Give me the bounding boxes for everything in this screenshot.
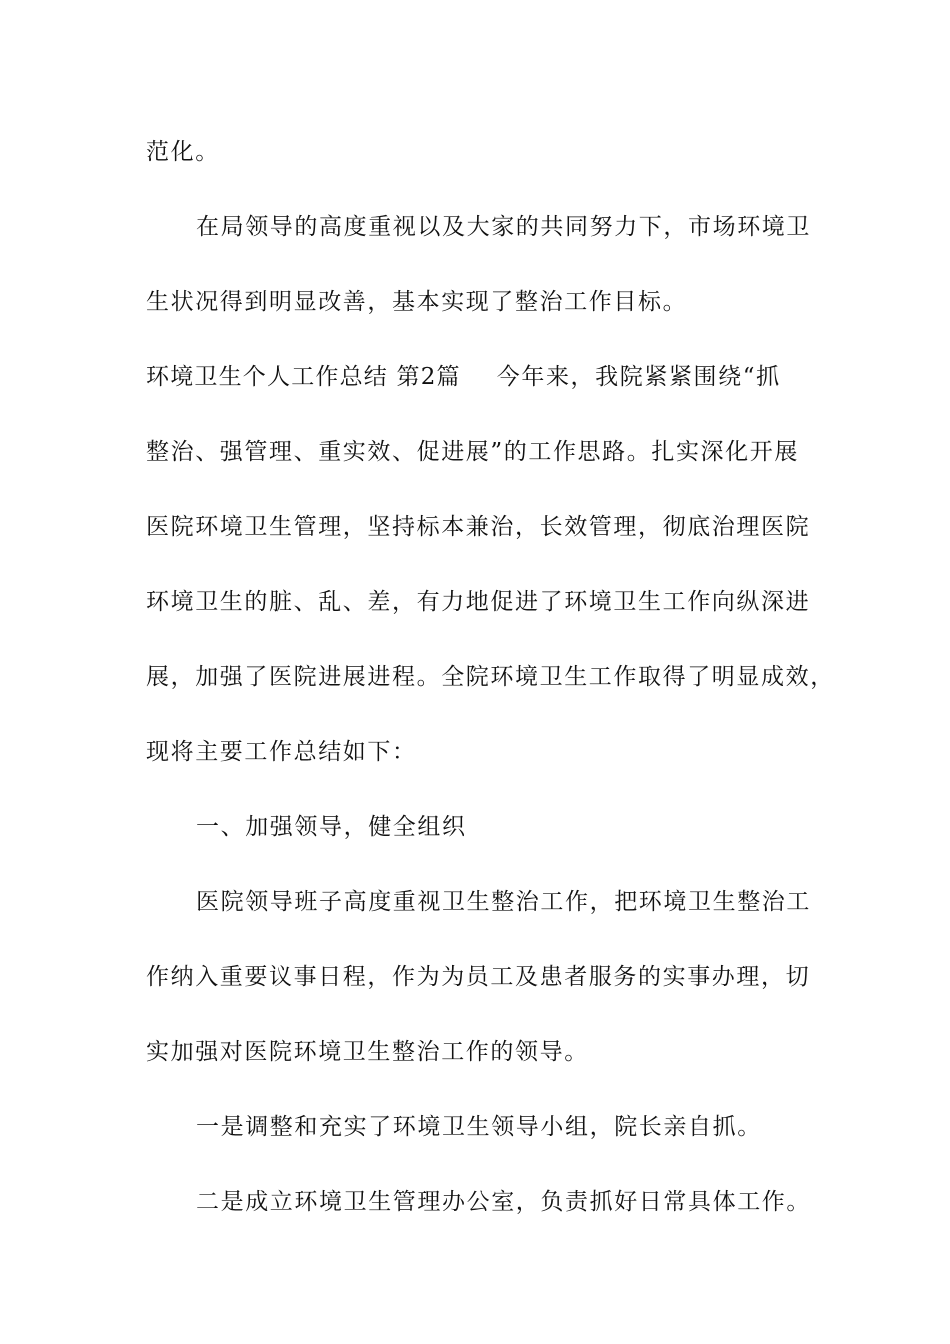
text-line: 二是成立环境卫生管理办公室，负责抓好日常具体工作。	[196, 1189, 811, 1215]
text-line: 医院环境卫生管理，坚持标本兼治，长效管理，彻底治理医院	[146, 514, 811, 540]
text-line: 生状况得到明显改善，基本实现了整治工作目标。	[146, 289, 688, 315]
text-line: 医院领导班子高度重视卫生整治工作，把环境卫生整治工	[196, 889, 811, 915]
section-heading: 环境卫生个人工作总结 第2篇	[146, 364, 461, 390]
subheading: 一、加强领导，健全组织	[196, 814, 467, 840]
text-line: 整治、强管理、重实效、促进展”的工作思路。扎实深化开展	[146, 439, 799, 465]
text-line: 环境卫生的脏、乱、差，有力地促进了环境卫生工作向纵深进	[146, 589, 811, 615]
text-line: 在局领导的高度重视以及大家的共同努力下，市场环境卫	[196, 214, 811, 240]
text-line: 范化。	[146, 139, 220, 165]
text-line: 现将主要工作总结如下：	[146, 739, 417, 765]
text-line: 展，加强了医院进展进程。全院环境卫生工作取得了明显成效，	[146, 664, 835, 690]
text-line: 实加强对医院环境卫生整治工作的领导。	[146, 1039, 589, 1065]
text-line: 作纳入重要议事日程，作为为员工及患者服务的实事办理，切	[146, 964, 811, 990]
text-line: 一是调整和充实了环境卫生领导小组，院长亲自抓。	[196, 1114, 762, 1140]
text-line	[146, 361, 781, 393]
text-run: 今年来，我院紧紧围绕“抓	[496, 364, 781, 390]
